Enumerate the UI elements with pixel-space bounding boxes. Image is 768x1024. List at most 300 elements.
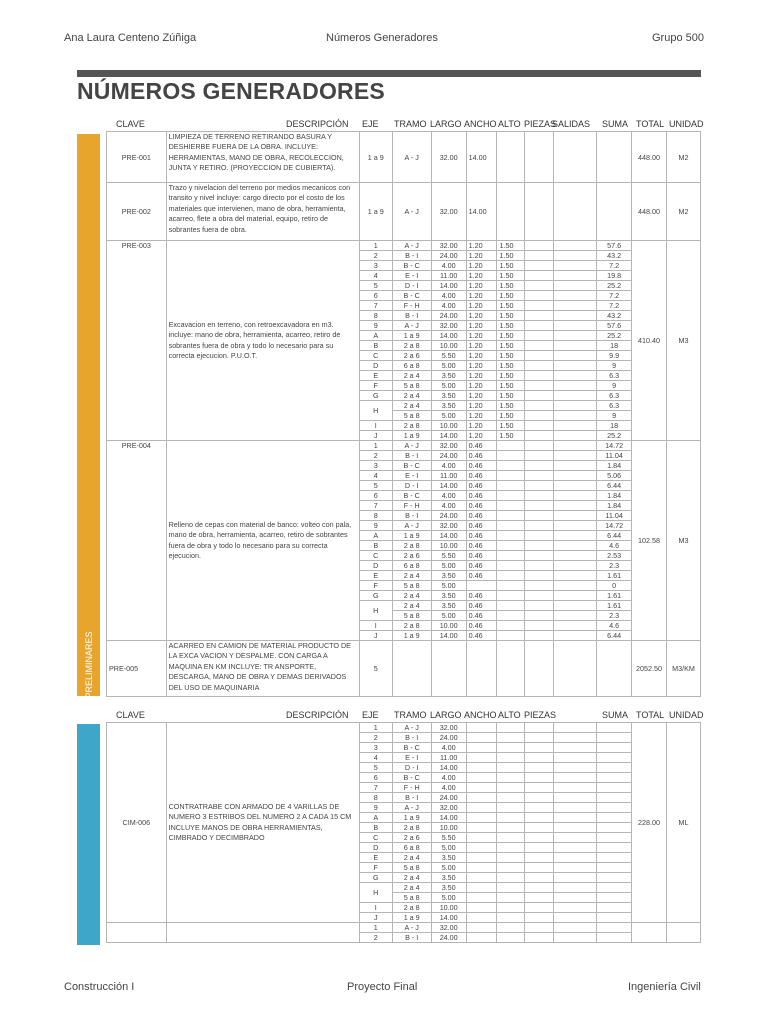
row-tramo: B - C: [392, 261, 431, 271]
row-salidas: [553, 903, 596, 913]
row-suma: [597, 933, 632, 943]
row-alto: [497, 793, 525, 803]
row-suma: 6.44: [597, 631, 632, 641]
row-eje: 2: [359, 451, 392, 461]
row-salidas: [553, 763, 596, 773]
row-eje: D: [359, 361, 392, 371]
row-piezas: [525, 783, 554, 793]
row-alto: [497, 621, 525, 631]
row-ancho: [466, 863, 497, 873]
row-alto: [497, 913, 525, 923]
row-piezas: [525, 351, 554, 361]
row-eje: 4: [359, 753, 392, 763]
row-tramo: B - I: [392, 933, 431, 943]
col2-total: TOTAL: [636, 710, 665, 720]
page-title: NÚMEROS GENERADORES: [77, 78, 385, 104]
row-suma: [597, 923, 632, 933]
col-largo: LARGO: [430, 119, 462, 129]
row-tramo: 2 a 4: [392, 873, 431, 883]
row-ancho: [466, 733, 497, 743]
row-tramo: 5 a 8: [392, 611, 431, 621]
row-tramo: 2 a 4: [392, 591, 431, 601]
row-largo: 14.00: [431, 631, 466, 641]
row-salidas: [553, 461, 596, 471]
row-suma: [597, 903, 632, 913]
row-alto: 1.50: [497, 261, 525, 271]
row-largo: 24.00: [431, 733, 466, 743]
row-ancho: 1.20: [466, 391, 497, 401]
row-suma: [597, 733, 632, 743]
row-eje: 7: [359, 301, 392, 311]
row-ancho: 1.20: [466, 371, 497, 381]
row-alto: 1.50: [497, 321, 525, 331]
item-unidad: ML: [667, 723, 701, 923]
row-largo: 5.00: [431, 361, 466, 371]
row-piezas: [525, 541, 554, 551]
item-total: 2052.50: [632, 641, 667, 697]
row-tramo: 5 a 8: [392, 863, 431, 873]
row-piezas: [525, 823, 554, 833]
row-salidas: [553, 261, 596, 271]
col-salidas: SALIDAS: [552, 119, 591, 129]
row-largo: 24.00: [431, 451, 466, 461]
row-piezas: [525, 601, 554, 611]
row-ancho: 1.20: [466, 421, 497, 431]
row-piezas: [525, 581, 554, 591]
row-tramo: 5 a 8: [392, 581, 431, 591]
row-salidas: [553, 893, 596, 903]
row-piezas: [525, 883, 554, 893]
row-alto: [497, 521, 525, 531]
row-alto: [497, 723, 525, 733]
row-largo: 24.00: [431, 251, 466, 261]
section-label-preliminares: PRELIMINARES: [83, 631, 94, 699]
row-largo: 10.00: [431, 341, 466, 351]
row-salidas: [553, 843, 596, 853]
row-suma: 11.04: [597, 511, 632, 521]
row-alto: [497, 753, 525, 763]
row-salidas: [553, 723, 596, 733]
table-row: [107, 723, 701, 733]
col2-largo: LARGO: [430, 710, 462, 720]
row-salidas: [553, 581, 596, 591]
row-alto: [497, 601, 525, 611]
row-suma: 19.8: [597, 271, 632, 281]
row-eje: A: [359, 813, 392, 823]
row-eje: 5: [359, 641, 392, 697]
row-salidas: [553, 321, 596, 331]
row-ancho: [466, 923, 497, 933]
row-largo: 14.00: [431, 431, 466, 441]
col-total: TOTAL: [636, 119, 665, 129]
row-piezas: [525, 381, 554, 391]
row-suma: 18: [597, 421, 632, 431]
row-largo: 3.50: [431, 571, 466, 581]
row-ancho: 0.46: [466, 491, 497, 501]
row-largo: 3.50: [431, 391, 466, 401]
row-alto: [497, 441, 525, 451]
row-tramo: 2 a 8: [392, 541, 431, 551]
row-eje: B: [359, 541, 392, 551]
row-salidas: [553, 301, 596, 311]
row-suma: 57.6: [597, 241, 632, 251]
row-suma: 25.2: [597, 281, 632, 291]
row-piezas: [525, 723, 554, 733]
row-ancho: 1.20: [466, 291, 497, 301]
row-salidas: [553, 311, 596, 321]
row-largo: 10.00: [431, 541, 466, 551]
item-clave: PRE-004: [107, 441, 167, 641]
row-salidas: [553, 873, 596, 883]
row-eje: 2: [359, 933, 392, 943]
row-salidas: [553, 933, 596, 943]
row-largo: 5.50: [431, 833, 466, 843]
row-tramo: A - J: [392, 723, 431, 733]
row-alto: 1.50: [497, 391, 525, 401]
row-largo: 3.50: [431, 371, 466, 381]
row-alto: [497, 183, 525, 241]
row-tramo: B - C: [392, 773, 431, 783]
row-ancho: 0.46: [466, 551, 497, 561]
row-eje: C: [359, 551, 392, 561]
row-alto: 1.50: [497, 291, 525, 301]
row-eje: 6: [359, 773, 392, 783]
row-tramo: B - I: [392, 733, 431, 743]
row-largo: 32.00: [431, 521, 466, 531]
row-salidas: [553, 511, 596, 521]
row-suma: 4.6: [597, 541, 632, 551]
row-largo: 32.00: [431, 923, 466, 933]
col-tramo: TRAMO: [394, 119, 427, 129]
col2-eje: EJE: [362, 710, 379, 720]
row-largo: 3.50: [431, 601, 466, 611]
row-ancho: 14.00: [466, 183, 497, 241]
row-tramo: A - J: [392, 521, 431, 531]
row-piezas: [525, 531, 554, 541]
row-salidas: [553, 561, 596, 571]
row-ancho: [466, 873, 497, 883]
row-alto: [497, 813, 525, 823]
row-eje: 1: [359, 723, 392, 733]
row-largo: 11.00: [431, 753, 466, 763]
table-row: [107, 641, 701, 697]
row-suma: 14.72: [597, 521, 632, 531]
row-ancho: [466, 843, 497, 853]
item-unidad: M3: [667, 241, 701, 441]
row-tramo: 6 a 8: [392, 361, 431, 371]
row-ancho: [466, 773, 497, 783]
row-suma: 6.44: [597, 481, 632, 491]
item-unidad: [667, 923, 701, 943]
row-ancho: [466, 933, 497, 943]
row-ancho: 0.46: [466, 441, 497, 451]
row-suma: 43.2: [597, 251, 632, 261]
row-suma: 1.61: [597, 571, 632, 581]
row-largo: 4.00: [431, 301, 466, 311]
item-clave: CIM-006: [107, 723, 167, 923]
item-total: 448.00: [632, 132, 667, 183]
row-piezas: [525, 401, 554, 411]
row-alto: 1.50: [497, 361, 525, 371]
row-piezas: [525, 311, 554, 321]
row-suma: [597, 132, 632, 183]
row-ancho: 1.20: [466, 321, 497, 331]
row-eje: 9: [359, 803, 392, 813]
row-eje: 2: [359, 251, 392, 261]
row-ancho: 0.46: [466, 481, 497, 491]
row-tramo: A - J: [392, 241, 431, 251]
row-eje: H: [359, 601, 392, 621]
row-salidas: [553, 743, 596, 753]
table-row: [107, 441, 701, 451]
item-clave: [107, 923, 167, 943]
row-piezas: [525, 763, 554, 773]
row-ancho: [466, 813, 497, 823]
row-piezas: [525, 833, 554, 843]
row-suma: 9: [597, 381, 632, 391]
row-piezas: [525, 511, 554, 521]
item-unidad: M3: [667, 441, 701, 641]
row-largo: 5.00: [431, 411, 466, 421]
row-ancho: 0.46: [466, 631, 497, 641]
row-eje: 8: [359, 793, 392, 803]
row-ancho: [466, 641, 497, 697]
row-suma: 6.3: [597, 391, 632, 401]
section-bar-preliminares: [77, 134, 100, 699]
row-piezas: [525, 371, 554, 381]
row-tramo: 2 a 4: [392, 601, 431, 611]
row-piezas: [525, 491, 554, 501]
row-piezas: [525, 863, 554, 873]
row-ancho: 1.20: [466, 411, 497, 421]
row-largo: 11.00: [431, 271, 466, 281]
row-ancho: [466, 743, 497, 753]
row-ancho: 1.20: [466, 331, 497, 341]
row-tramo: 2 a 8: [392, 621, 431, 631]
row-salidas: [553, 381, 596, 391]
row-tramo: 2 a 4: [392, 391, 431, 401]
row-alto: [497, 773, 525, 783]
row-tramo: A - J: [392, 441, 431, 451]
row-piezas: [525, 913, 554, 923]
row-ancho: 0.46: [466, 601, 497, 611]
row-largo: 4.00: [431, 491, 466, 501]
row-suma: [597, 743, 632, 753]
row-ancho: 0.46: [466, 531, 497, 541]
row-largo: 10.00: [431, 903, 466, 913]
row-largo: 10.00: [431, 421, 466, 431]
row-tramo: B - I: [392, 793, 431, 803]
row-suma: 1.84: [597, 501, 632, 511]
row-alto: [497, 843, 525, 853]
row-piezas: [525, 441, 554, 451]
row-suma: 6.44: [597, 531, 632, 541]
row-ancho: 1.20: [466, 301, 497, 311]
row-suma: 25.2: [597, 431, 632, 441]
row-eje: J: [359, 631, 392, 641]
row-alto: 1.50: [497, 431, 525, 441]
row-tramo: 6 a 8: [392, 843, 431, 853]
row-eje: D: [359, 843, 392, 853]
row-eje: E: [359, 371, 392, 381]
row-ancho: 14.00: [466, 132, 497, 183]
row-eje: 5: [359, 481, 392, 491]
row-tramo: 1 a 9: [392, 431, 431, 441]
row-suma: 6.3: [597, 371, 632, 381]
row-tramo: B - C: [392, 291, 431, 301]
row-tramo: 1 a 9: [392, 331, 431, 341]
row-salidas: [553, 783, 596, 793]
row-largo: 14.00: [431, 331, 466, 341]
row-piezas: [525, 561, 554, 571]
row-tramo: 2 a 4: [392, 883, 431, 893]
row-tramo: F - H: [392, 783, 431, 793]
row-salidas: [553, 401, 596, 411]
row-alto: [497, 591, 525, 601]
row-salidas: [553, 823, 596, 833]
row-alto: [497, 641, 525, 697]
table-row: [107, 183, 701, 241]
row-eje: 1 a 9: [359, 132, 392, 183]
row-tramo: 2 a 6: [392, 351, 431, 361]
row-tramo: 2 a 8: [392, 823, 431, 833]
row-tramo: 2 a 8: [392, 421, 431, 431]
row-salidas: [553, 281, 596, 291]
row-eje: 1 a 9: [359, 183, 392, 241]
row-suma: [597, 883, 632, 893]
row-alto: 1.50: [497, 381, 525, 391]
row-eje: 8: [359, 311, 392, 321]
row-eje: 9: [359, 521, 392, 531]
row-alto: 1.50: [497, 281, 525, 291]
row-suma: [597, 793, 632, 803]
group-label: Grupo 500: [652, 32, 704, 44]
row-piezas: [525, 933, 554, 943]
row-eje: F: [359, 581, 392, 591]
row-tramo: B - I: [392, 311, 431, 321]
row-suma: 1.84: [597, 491, 632, 501]
col-suma: SUMA: [602, 119, 629, 129]
row-largo: 14.00: [431, 481, 466, 491]
row-tramo: B - I: [392, 451, 431, 461]
row-alto: [497, 783, 525, 793]
row-suma: [597, 823, 632, 833]
row-suma: 7.2: [597, 301, 632, 311]
col-piezas: PIEZAS: [524, 119, 557, 129]
row-largo: 24.00: [431, 311, 466, 321]
row-piezas: [525, 183, 554, 241]
col2-unidad: UNIDAD: [669, 710, 704, 720]
row-salidas: [553, 733, 596, 743]
row-ancho: [466, 823, 497, 833]
row-largo: 10.00: [431, 823, 466, 833]
row-piezas: [525, 341, 554, 351]
row-largo: 5.00: [431, 581, 466, 591]
item-clave: PRE-005: [107, 641, 167, 697]
table-row: [107, 923, 701, 933]
row-suma: 2.3: [597, 611, 632, 621]
row-salidas: [553, 501, 596, 511]
table-row: [107, 132, 701, 183]
row-alto: 1.50: [497, 351, 525, 361]
table-row: [107, 241, 701, 251]
row-salidas: [553, 341, 596, 351]
row-piezas: [525, 331, 554, 341]
row-tramo: A - J: [392, 132, 431, 183]
row-ancho: 1.20: [466, 431, 497, 441]
row-suma: 9: [597, 361, 632, 371]
row-alto: 1.50: [497, 411, 525, 421]
row-salidas: [553, 421, 596, 431]
row-ancho: 0.46: [466, 521, 497, 531]
row-largo: 4.00: [431, 291, 466, 301]
row-salidas: [553, 571, 596, 581]
row-ancho: 0.46: [466, 621, 497, 631]
row-tramo: 1 a 9: [392, 813, 431, 823]
item-description: [166, 923, 359, 943]
row-tramo: 2 a 8: [392, 341, 431, 351]
row-largo: 32.00: [431, 723, 466, 733]
item-clave: PRE-002: [107, 183, 167, 241]
row-piezas: [525, 251, 554, 261]
col2-tramo: TRAMO: [394, 710, 427, 720]
row-suma: 6.3: [597, 401, 632, 411]
row-largo: 3.50: [431, 873, 466, 883]
row-alto: 1.50: [497, 371, 525, 381]
row-suma: [597, 913, 632, 923]
row-suma: 5.06: [597, 471, 632, 481]
row-ancho: [466, 753, 497, 763]
row-alto: [497, 531, 525, 541]
row-suma: [597, 183, 632, 241]
row-piezas: [525, 301, 554, 311]
row-largo: 14.00: [431, 281, 466, 291]
row-suma: [597, 893, 632, 903]
row-suma: 43.2: [597, 311, 632, 321]
row-ancho: 1.20: [466, 361, 497, 371]
row-eje: C: [359, 833, 392, 843]
row-largo: 10.00: [431, 621, 466, 631]
row-alto: [497, 873, 525, 883]
row-largo: [431, 641, 466, 697]
document-title: Números Generadores: [326, 32, 438, 44]
row-salidas: [553, 793, 596, 803]
row-piezas: [525, 391, 554, 401]
row-alto: [497, 541, 525, 551]
row-ancho: [466, 803, 497, 813]
row-tramo: D - I: [392, 281, 431, 291]
row-eje: D: [359, 561, 392, 571]
item-description: CONTRATRABE CON ARMADO DE 4 VARILLAS DE NUMERO 3 ESTRIBOS DEL NUMERO 2 A CADA 15 CM INCLUYE MANOS DE OBRA HERRAMIENTAS, CIMBRADO Y DECIMBRADO: [166, 723, 359, 923]
row-piezas: [525, 361, 554, 371]
row-piezas: [525, 281, 554, 291]
row-suma: [597, 873, 632, 883]
row-eje: A: [359, 531, 392, 541]
row-salidas: [553, 441, 596, 451]
row-alto: [497, 501, 525, 511]
row-tramo: 5 a 8: [392, 893, 431, 903]
row-tramo: D - I: [392, 481, 431, 491]
section-bar-cimentacion: [77, 724, 100, 945]
row-piezas: [525, 291, 554, 301]
row-alto: 1.50: [497, 401, 525, 411]
row-alto: [497, 451, 525, 461]
row-eje: 9: [359, 321, 392, 331]
row-ancho: 1.20: [466, 311, 497, 321]
row-piezas: [525, 621, 554, 631]
row-suma: [597, 753, 632, 763]
row-tramo: E - I: [392, 471, 431, 481]
